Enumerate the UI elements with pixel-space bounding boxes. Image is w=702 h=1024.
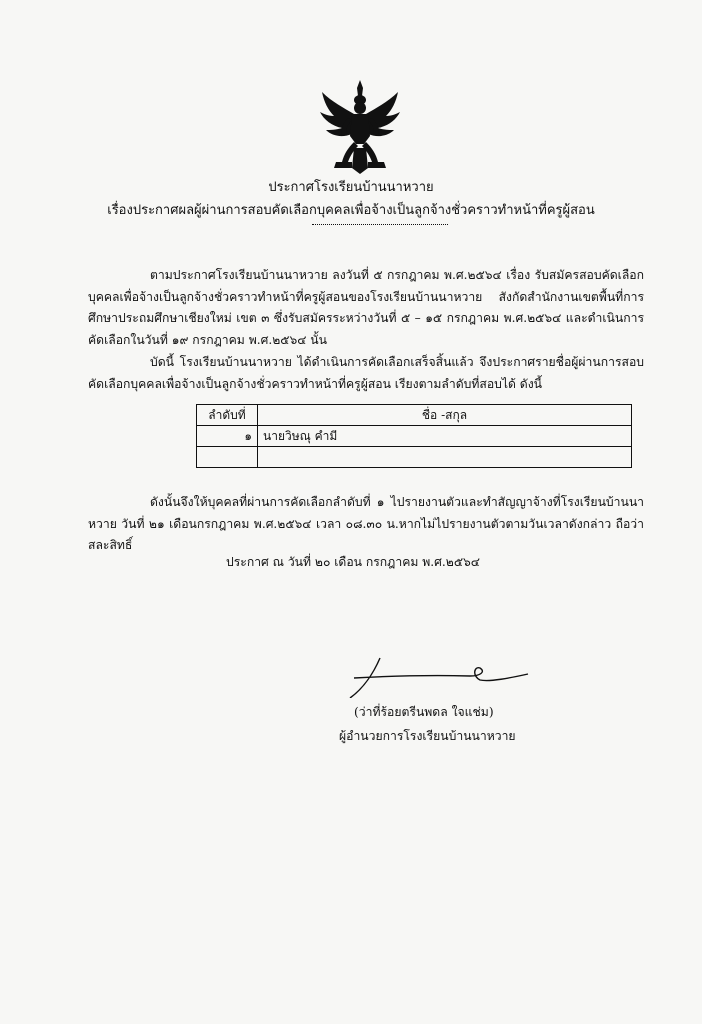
paragraph-instruction bbox=[88, 492, 644, 557]
paragraph-reference-text: ตามประกาศโรงเรียนบ้านนาหวาย ลงวันที่ ๕ กรกฎาคม พ.ศ.๒๕๖๔ เรื่อง รับสมัครสอบคัดเลือกบุคคลเพื่อจ้างเป็นลูกจ้างชั่วคราวทำหน้าที่ครูผู้สอนของโรงเรียนบ้านนาหวาย สังกัดสำนักงานเขตพื้นที่การศึกษาประถมศึกษาเชียงใหม่ เขต ๓ ซึ่งรับสมัครระหว่างวันที่ ๕ – ๑๕ กรกฎาคม พ.ศ.๒๕๖๔ และดำเนินการคัดเลือกในวันที่ ๑๙ กรกฎาคม พ.ศ.๒๕๖๔ นั้น bbox=[88, 268, 644, 347]
cell-rank: ๑ bbox=[197, 426, 258, 447]
signatory-position: ผู้อำนวยการโรงเรียนบ้านนาหวาย bbox=[339, 729, 516, 743]
paragraph-result bbox=[88, 352, 644, 395]
announcement-title: ประกาศโรงเรียนบ้านนาหวาย bbox=[268, 180, 434, 195]
signatory-name: (ว่าที่ร้อยตรีนพดล ใจแช่ม) bbox=[354, 705, 494, 719]
dotted-divider bbox=[312, 224, 448, 225]
announcement-subject: เรื่องประกาศผลผู้ผ่านการสอบคัดเลือกบุคคลเพื่อจ้างเป็นลูกจ้างชั่วคราวทำหน้าที่ครูผู้สอน bbox=[107, 203, 595, 218]
announce-date: ประกาศ ณ วันที่ ๒๐ เดือน กรกฎาคม พ.ศ.๒๕๖๔ bbox=[226, 555, 481, 569]
garuda-emblem-icon bbox=[318, 78, 402, 174]
cell-rank bbox=[197, 447, 258, 468]
paragraph-reference bbox=[88, 265, 644, 351]
table-row bbox=[197, 447, 632, 468]
header-name: ชื่อ -สกุล bbox=[258, 405, 632, 426]
results-table bbox=[196, 404, 632, 468]
cell-name bbox=[258, 447, 632, 468]
paragraph-instruction-text: ดังนั้นจึงให้บุคคลที่ผ่านการคัดเลือกลำดับที่ ๑ ไปรายงานตัวและทำสัญญาจ้างที่โรงเรียนบ้านนาหวาย วันที่ ๒๑ เดือนกรกฎาคม พ.ศ.๒๕๖๔ เวลา ๐๘.๓๐ น.หากไม่ไปรายงานตัวตามวันเวลาดังกล่าว ถือว่าสละสิทธิ์ bbox=[88, 495, 644, 552]
paragraph-result-text: บัดนี้ โรงเรียนบ้านนาหวาย ได้ดำเนินการคัดเลือกเสร็จสิ้นแล้ว จึงประกาศรายชื่อผู้ผ่านการสอบคัดเลือกบุคคลเพื่อจ้างเป็นลูกจ้างชั่วคราวทำหน้าที่ครูผู้สอน เรียงตามลำดับที่สอบได้ ดังนี้ bbox=[88, 355, 644, 391]
table-header-row bbox=[197, 405, 632, 426]
header-rank: ลำดับที่ bbox=[197, 405, 258, 426]
cell-name: นายวิษณุ คำมี bbox=[258, 426, 632, 447]
table-row bbox=[197, 426, 632, 447]
handwritten-signature bbox=[340, 654, 530, 698]
